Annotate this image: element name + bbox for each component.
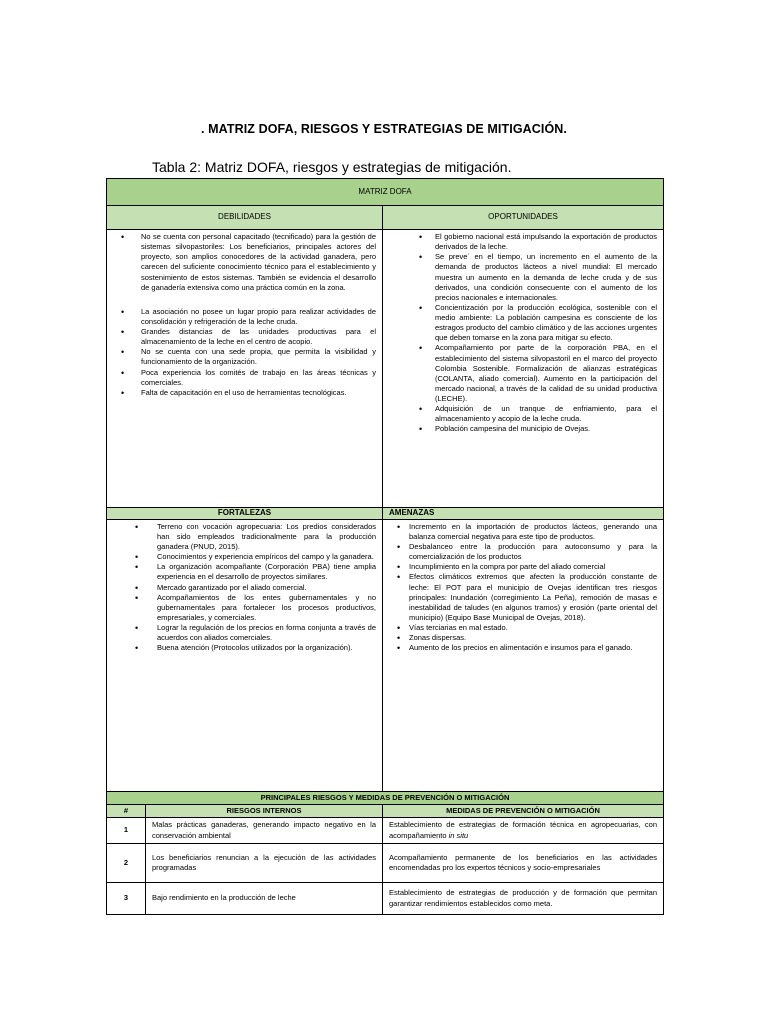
fortalezas-cell bbox=[107, 519, 383, 792]
list-item: • Poca experiencia los comités de trabajo en las áreas técnicas y comerciales. bbox=[107, 368, 382, 388]
risk-cell: Bajo rendimiento en la producción de leche bbox=[146, 883, 383, 915]
table-caption: Tabla 2: Matriz DOFA, riesgos y estrategias de mitigación. bbox=[152, 159, 512, 175]
list-item: • Mercado garantizado por el aliado comercial. bbox=[107, 583, 382, 593]
dofa-title: MATRIZ DOFA bbox=[107, 179, 664, 206]
oportunidades-list bbox=[383, 232, 663, 435]
list-item: • Conocimientos y experiencia empíricos del campo y la ganadera. bbox=[107, 552, 382, 562]
section-title: . MATRIZ DOFA, RIESGOS Y ESTRATEGIAS DE MITIGACIÓN. bbox=[200, 122, 567, 136]
risk-cell: Malas prácticas ganaderas, generando impacto negativo en la conservación ambiental bbox=[146, 818, 383, 844]
amenazas-list bbox=[383, 522, 663, 654]
risks-table bbox=[106, 791, 664, 915]
list-item: • Zonas dispersas. bbox=[383, 633, 663, 643]
list-item: • Incumplimiento en la compra por parte del aliado comercial bbox=[383, 562, 663, 572]
row-number: 3 bbox=[107, 883, 146, 915]
list-item: • Lograr la regulación de los precios en forma conjunta a través de acuerdos con aliados comerciales. bbox=[107, 623, 382, 643]
oportunidades-header: OPORTUNIDADES bbox=[383, 206, 664, 230]
risks-title: PRINCIPALES RIESGOS Y MEDIDAS DE PREVENCIÓN O MITIGACIÓN bbox=[107, 792, 664, 805]
list-item: • Grandes distancias de las unidades productivas para el almacenamiento de la leche en el centro de acopio. bbox=[107, 327, 382, 347]
measure-text: Establecimiento de estrategias de formación técnica en agropecuarias, con acompañamiento bbox=[389, 820, 657, 840]
fortalezas-header: FORTALEZAS bbox=[107, 508, 383, 520]
list-item: • No se cuenta con personal capacitado (tecnificado) para la gestión de sistemas silvopastoriles: Los beneficiarios, principales actores del proyecto, son amplios conocedores de la actividad ganadera, pero carecen del suficiente conocimiento técnico para el establecimiento y sostenimiento de estos sistemas. También se evidencia el desarrollo de ganadería extensiva como una práctica común en la zona. bbox=[107, 232, 382, 293]
list-item: • Terreno con vocación agropecuaria: Los predios considerados han sido empleados tradicionalmente para la producción ganadera (PNUD, 2015). bbox=[107, 522, 382, 552]
list-item: • El gobierno nacional está impulsando la exportación de productos derivados de la leche. bbox=[383, 232, 663, 252]
dofa-table bbox=[106, 178, 664, 793]
row-number: 1 bbox=[107, 818, 146, 844]
list-item: • Incremento en la importación de productos lácteos, generando una balanza comercial negativa para este tipo de productos. bbox=[383, 522, 663, 542]
col-measures-header: MEDIDAS DE PREVENCIÓN O MITIGACIÓN bbox=[383, 805, 664, 818]
debilidades-header: DEBILIDADES bbox=[107, 206, 383, 230]
amenazas-header: AMENAZAS bbox=[383, 508, 664, 520]
list-item: • Concientización por la producción ecológica, sostenible con el medio ambiente: La población campesina es consciente de los estragos producto del cambio climático y de las acciones urgentes que deben tomarse en la zona para mitigar su efecto. bbox=[383, 303, 663, 344]
list-item: • Acompañamiento por parte de la corporación PBA, en el establecimiento del sistema silvopastoril en el marco del proyecto Colombia Sostenible. Formalización de alianzas estratégicas (COLANTA, aliado comercial). Aumento en la participación del mercado nacional, a través de la calidad de su unidad productiva (LECHE). bbox=[383, 343, 663, 404]
row-number: 2 bbox=[107, 844, 146, 883]
debilidades-list bbox=[107, 232, 382, 398]
list-item: • Desbalanceo entre la producción para autoconsumo y para la comercialización de los productos bbox=[383, 542, 663, 562]
list-item: • Población campesina del municipio de Ovejas. bbox=[383, 424, 663, 434]
list-item: • Acompañamientos de los entes gubernamentales y no gubernamentales para fortalecer los procesos productivos, empresariales, y comerciales. bbox=[107, 593, 382, 623]
table-row bbox=[107, 883, 664, 915]
fortalezas-list bbox=[107, 522, 382, 654]
list-item: • La asociación no posee un lugar propio para realizar actividades de consolidación y refrigeración de la leche cruda. bbox=[107, 307, 382, 327]
oportunidades-cell bbox=[383, 230, 664, 508]
measure-emphasis: in situ bbox=[448, 830, 469, 840]
col-num-header: # bbox=[107, 805, 146, 818]
measure-cell: Acompañamiento permanente de los beneficiarios en las actividades encomendadas pro los expertos técnicos y socio-empresariales bbox=[383, 844, 664, 883]
measure-cell bbox=[383, 818, 664, 844]
risk-cell: Los beneficiarios renuncian a la ejecución de las actividades programadas bbox=[146, 844, 383, 883]
list-item: • Efectos climáticos extremos que afecten la producción constante de leche: El POT para el municipio de Ovejas identifican tres riesgos principales: Inundación (corregimiento La Peña), remoción de masas e inestabilidad de taludes (en algunos tramos) y erosión (parte oriental del municipio) (Equipo Base Municipal de Ovejas, 2018). bbox=[383, 572, 663, 623]
amenazas-cell bbox=[383, 519, 664, 792]
debilidades-cell bbox=[107, 230, 383, 508]
table-row bbox=[107, 844, 664, 883]
table-row bbox=[107, 818, 664, 844]
list-item: • Buena atención (Protocolos utilizados por la organización). bbox=[107, 643, 382, 653]
list-item: • Vías terciarias en mal estado. bbox=[383, 623, 663, 633]
col-risks-header: RIESGOS INTERNOS bbox=[146, 805, 383, 818]
list-item: • Falta de capacitación en el uso de herramientas tecnológicas. bbox=[107, 388, 382, 398]
measure-cell: Establecimiento de estrategias de producción y de formación que permitan garantizar rendimientos establecidos como meta. bbox=[383, 883, 664, 915]
list-item: • La organización acompañante (Corporación PBA) tiene amplia experiencia en el desarrollo de proyectos similares. bbox=[107, 562, 382, 582]
list-item: • Aumento de los precios en alimentación e insumos para el ganado. bbox=[383, 643, 663, 653]
list-item: • No se cuenta con una sede propia, que permita la visibilidad y funcionamiento de la organización. bbox=[107, 347, 382, 367]
list-item: • Se preve´ en el tiempo, un incremento en el aumento de la demanda de productos lácteos a nivel mundial: El mercado muestra un aumento en la demanda de leche cruda y de sus derivados, una condición consecuente con el aumento de los precios nacionales e internacionales. bbox=[383, 252, 663, 303]
list-item: • Adquisición de un tranque de enfriamiento, para el almacenamiento y acopio de la leche cruda. bbox=[383, 404, 663, 424]
